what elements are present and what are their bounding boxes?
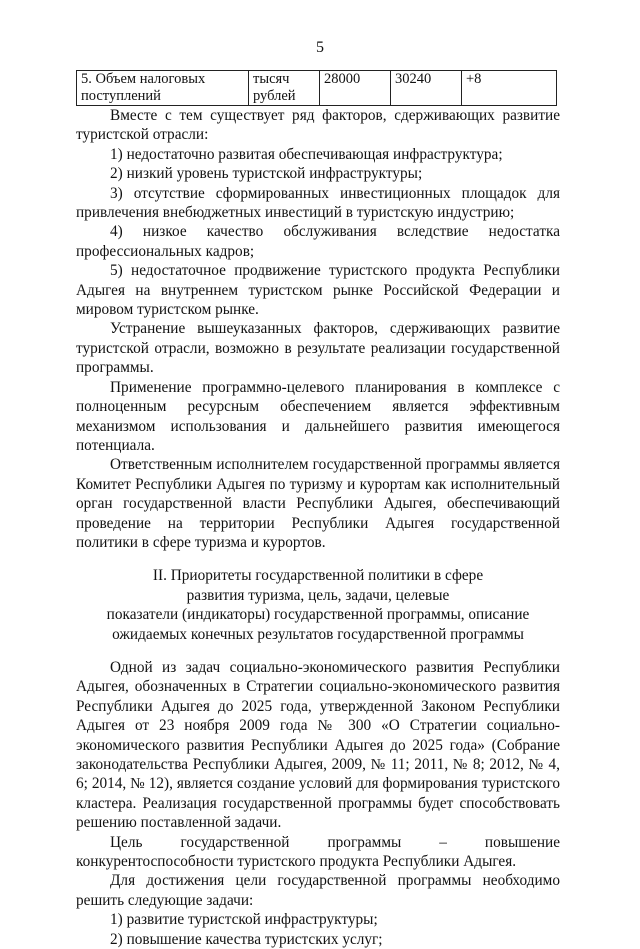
table-cell-value-b: 30240 <box>391 71 462 106</box>
paragraph: Применение программно-целевого планирования в комплексе с полноценным ресурсным обеспечением является эффективным механизмом использования и дальнейшего развития имеющегося потенциала. <box>76 378 560 454</box>
table-row <box>77 71 557 106</box>
section-heading-line: II. Приоритеты государственной политики в сфере <box>152 567 484 585</box>
table-cell-unit: тысяч рублей <box>249 71 320 106</box>
section-heading <box>76 566 560 644</box>
list-item: 2) низкий уровень туристской инфраструктуры; <box>110 165 423 183</box>
list-item: 1) развитие туристской инфраструктуры; <box>110 911 378 929</box>
section-heading-line: развития туризма, цель, задачи, целевые <box>186 586 450 604</box>
list-item: 5) недостаточное продвижение туристского продукта Республики Адыгея на внутреннем туристском рынке Российской Федерации и мировом туристском рынке. <box>76 262 560 319</box>
paragraph: Для достижения цели государственной программы необходимо решить следующие задачи: <box>76 872 560 909</box>
spacer <box>76 552 560 566</box>
list-item: 4) низкое качество обслуживания вследствие недостатка профессиональных кадров; <box>76 223 560 260</box>
indicator-table <box>76 70 557 106</box>
table-cell-indicator: 5. Объем налоговых поступлений <box>77 71 249 106</box>
table-cell-value-a: 28000 <box>320 71 391 106</box>
paragraph: Одной из задач социально-экономического развития Республики Адыгея, обозначенных в Стратегии социально-экономического развития Республики Адыгея до 2025 года, утвержденной Законом Республики Адыгея от 23 ноября 2009 года № 300 «О Стратегии социально-экономического развития Республики Адыгея до 2025 года» (Собрание законодательства Республики Адыгея, 2009, № 11; 2011, № 8; 2012, № 4, 6; 2014, № 12), является создание условий для формирования туристского кластера. Реализация государственной программы будет способствовать решению поставленной задачи. <box>76 658 560 832</box>
section-heading-line: ожидаемых конечных результатов государственной программы <box>112 625 524 643</box>
paragraph: Устранение вышеуказанных факторов, сдерживающих развитие туристской отрасли, возможно в результате реализации государственной программы. <box>76 320 560 377</box>
table-cell-change: +8 <box>462 71 557 106</box>
list-item: 2) повышение качества туристских услуг; <box>110 930 383 948</box>
paragraph: Вместе с тем существует ряд факторов, сдерживающих развитие туристской отрасли: <box>76 107 560 144</box>
list-item: 1) недостаточно развитая обеспечивающая инфраструктура; <box>110 145 503 163</box>
page-number: 5 <box>316 39 324 56</box>
paragraph: Ответственным исполнителем государственной программы является Комитет Республики Адыгея по туризму и курортам как исполнительный орган государственной власти Республики Адыгея, обеспечивающий проведение на территории Республики Адыгея государственной политики в сфере туризма и курортов. <box>76 456 560 551</box>
section-heading-line: показатели (индикаторы) государственной программы, описание <box>106 606 530 624</box>
paragraph: Цель государственной программы – повышение конкурентоспособности туристского продукта Республики Адыгея. <box>76 833 560 871</box>
spacer <box>76 644 560 658</box>
body-text <box>76 106 560 949</box>
list-item: 3) отсутствие сформированных инвестиционных площадок для привлечения внебюджетных инвестиций в туристскую индустрию; <box>76 184 560 222</box>
